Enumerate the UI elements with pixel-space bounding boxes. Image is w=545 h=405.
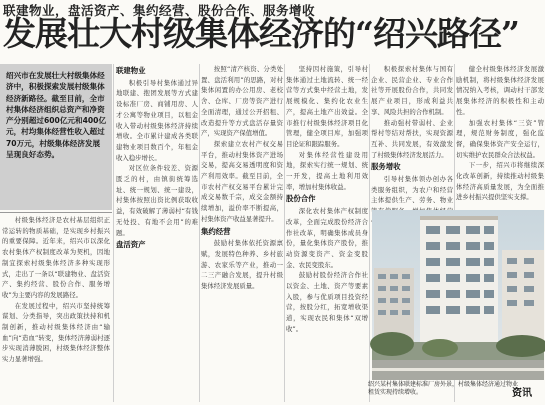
paragraph: 推动强村带弱村、企业帮村等结对帮扶，实现资源互补、共同发展，有效激发了村级集体经济发展活力。 — [371, 118, 453, 159]
paragraph: 探索建立农村产权交易平台，推动村集体资产进场交易，提高交易透明度和资产利用效率。截至目前，全市农村产权交易平台累计完成交易数千宗，成交金额持续增加，溢价率不断提高，村集体资产收益显著提升。 — [201, 139, 283, 223]
column-rule — [113, 64, 114, 402]
column-rule — [284, 64, 285, 402]
paragraph: 鼓励村集体依托资源禀赋，发展特色种养、乡村旅游、农家乐等产业，推动一二三产融合发展，提升村级集体经济发展质量。 — [201, 239, 283, 291]
source-tag: 资讯 — [512, 388, 532, 399]
paragraph: 村级集体经济是农村基层组织正常运转的物质基础，是实现乡村振兴的重要保障。近年来，绍兴市以深化农村集体产权制度改革为契机，因地制宜探索村级集体经济多种实现形式，走出了一条以“联建物业、盘活资产、集约经营、股份合作、服务增收”为主要内容的发展路径。 — [2, 216, 110, 299]
paragraph: 加强农村集体“三资”管理，规范财务制度，强化监督，确保集体资产安全运行，切实维护农民群众合法权益。 — [456, 118, 544, 159]
article-column-1 — [2, 215, 110, 405]
section-heading: 服务增收 — [371, 162, 401, 172]
paragraph: 对区位条件较差、资源匮乏的村，由镇街统筹选址、统一规划、统一建设，村集体按照出资比例获取收益，有效破解了薄弱村“有钱无处投、有地不会用”的难题。 — [116, 164, 198, 237]
section-heading: 集约经营 — [201, 226, 231, 236]
paragraph: 引导村集体领办创办各类服务组织，为农户和经营主体提供生产、劳务、物业 — [371, 175, 453, 205]
paragraph: 健全村级集体经济发展激励机制，将村级集体经济发展情况纳入考核，调动村干部发展集体经济的积极性和主动性。 — [456, 65, 544, 116]
paragraph: 积极探索村集体与国有企业、民营企业、专业合作社等开展股份合作，共同发展产业项目，形成利益共享、风险共担的合作机制。 — [371, 65, 453, 116]
paragraph: 下一步，绍兴市将继续深化改革创新，持续推动村级集体经济高质量发展，为全面推进乡村振兴提供坚实支撑。 — [456, 161, 544, 202]
headline: 发展壮大村级集体经济的“绍兴路径” — [3, 14, 519, 53]
section-heading: 联建物业 — [116, 66, 146, 75]
building-photo — [372, 210, 544, 380]
photo-caption: 绍兴某村集体联建标准厂房外景，村级集体经济通过物业租赁实现持续增收。 — [368, 381, 519, 396]
summary-text: 绍兴市在发展壮大村级集体经济中，积极探索发展村级集体经济新路径。截至目前，全市村集体经济组织总资产和净资产分别超过600亿元和400亿元，村均集体经营性收入超过70万元，村级集体经济发展呈现良好态势。 — [6, 71, 107, 160]
section-heading: 股份合作 — [286, 194, 316, 204]
paragraph: 坚持因村施策，引导村集体通过土地流转、统一经营等方式集中经营土地，发展规模化、集约化农业生产，提高土地产出效益。全市推行村级集体经济项目化管理，健全项目库，加强项目论证和跟踪服务。 — [286, 65, 368, 148]
paragraph: 积极引导村集体通过异地联建、抱团发展等方式建设标准厂房、商铺用房、人才公寓等物业项目，以租金收入带动村级集体经济持续增收。全市累计建成各类联建物业项目数百个，年租金收入稳步增长。 — [116, 78, 198, 162]
summary-divider — [0, 212, 112, 213]
article-column-4 — [286, 64, 368, 405]
paragraph: 深化农村集体产权制度改革，全面完成股份经济合作社改革，明确集体成员身份，量化集体资产股份，推动资源变资产、资金变股金、农民变股东。 — [286, 207, 368, 269]
paragraph: 在发展过程中，绍兴市坚持统筹谋划、分类指导，突出政策扶持和机制创新，推动村级集体经济由“输血”向“造血”转变，集体经济薄弱村逐步实现消薄脱困，村级集体经济整体实力显著增强。 — [2, 301, 110, 364]
article-column-6 — [456, 64, 544, 208]
paragraph: 鼓励村股份经济合作社以资金、土地、资产等要素入股，参与优质项目投资经营，按股分红，拓宽增收渠道，实现农民和集体“双增收”。 — [286, 271, 368, 333]
kicker-line: 联建物业，盘活资产、集约经营、股份合作、服务增收 — [3, 3, 316, 18]
column-rule — [199, 64, 200, 402]
article-photo — [372, 210, 544, 380]
column-rule — [369, 64, 370, 402]
article-column-5 — [371, 64, 453, 208]
paragraph: 按照“清产核资、分类处置、盘活利用”的思路，对村集体闲置的办公用房、老校舍、仓库、厂房等资产进行全面清理，通过公开招租、改造提升等方式盘活存量资产，实现资产保值增值。 — [201, 65, 283, 138]
article-column-3 — [201, 64, 283, 405]
paragraph: 对集体经营性建设用地，探索实行统一规划、统一开发，提高土地利用效率，增加村集体收益。 — [286, 150, 368, 191]
section-heading: 盘活资产 — [116, 240, 146, 250]
article-column-2 — [116, 64, 198, 405]
